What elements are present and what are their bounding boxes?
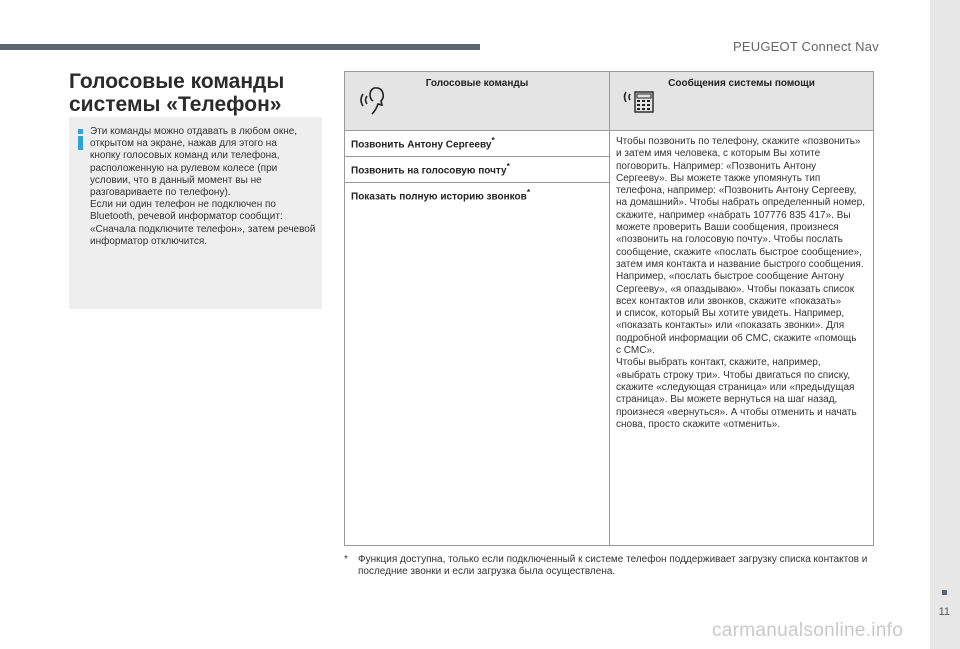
- info-icon: [77, 129, 85, 151]
- page-number: 11: [938, 606, 950, 618]
- command-footnote-mark: *: [491, 135, 495, 145]
- footnote: [344, 554, 884, 579]
- voice-command-table: [344, 71, 874, 546]
- info-note-text: Эти команды можно отдавать в любом окне, открытом на экране, нажав для этого на кнопку голосовых команд или телефона, расположенную на рулевом колесе (при условии, что в данный момент вы не разговариваете по телефону). Если ни один телефон не подключен по Bluetooth, речевой информатор сообщит: «Сначала подключите телефон», затем речевой информатор отключится.: [90, 126, 316, 247]
- info-note: [69, 117, 322, 309]
- column-header-commands-label: Голосовые команды: [425, 78, 529, 89]
- command-label: Позвонить на голосовую почту: [351, 165, 507, 177]
- column-header-commands: [345, 72, 610, 131]
- command-label: Позвонить Антону Сергееву: [351, 139, 492, 151]
- command-footnote-mark: *: [506, 161, 510, 171]
- side-strip: [930, 0, 960, 649]
- footnote-text: Функция доступна, только если подключенный к системе телефон поддерживает загрузку списка контактов и последние звонки и если загрузка была осуществлена.: [358, 554, 868, 578]
- command-cell: [345, 183, 610, 546]
- command-cell: [345, 131, 610, 157]
- command-cell: [345, 157, 610, 183]
- section-title-line2: системы «Телефон»: [69, 93, 282, 116]
- column-header-help: [610, 72, 874, 131]
- command-footnote-mark: *: [526, 187, 531, 197]
- column-header-help-label: Сообщения системы помощи: [668, 78, 815, 89]
- command-label: Показать полную историю звонков: [351, 191, 527, 203]
- section-title: [69, 70, 284, 116]
- watermark: carmanualsonline.info: [712, 620, 904, 641]
- page-marker: [942, 590, 947, 595]
- section-title-line1: Голосовые команды: [69, 70, 285, 93]
- header-rule: [0, 44, 480, 50]
- help-message-cell: Чтобы позвонить по телефону, скажите «позвонить» и затем имя человека, с которым Вы хотите поговорить. Например: «Позвонить Антону Сергееву». Вы можете также упомянуть тип телефона, например: «Позвонить Антону Сергееву, на домашний». Чтобы набрать определенный номер, скажите, например «набрать 107776 835 417». Вы можете проверить Ваши сообщения, произнеся «позвонить на голосовую почту». Чтобы послать сообщение, скажите «послать быстрое сообщение», затем имя контакта и название быстрого сообщения. Например, «послать быстрое сообщение Антону Сергееву», «я опаздываю». Чтобы показать список всех контактов или звонков, скажите «показать» и список, который Вы хотите увидеть. Например, «показать контакты» или «показать звонки». Для подробной информации об СМС, скажите «помощь с СМС». Чтобы выбрать контакт, скажите, например, «выбрать строку три». Чтобы двигаться по списку, скажите «следующая страница» или «предыдущая страница». Вы можете вернуться на шаг назад, произнеся «вернуться». А чтобы отменить и начать снова, просто скажите «отменить».: [610, 131, 874, 546]
- footnote-star: *: [344, 554, 348, 565]
- brand-label: PEUGEOT Connect Nav: [733, 39, 879, 54]
